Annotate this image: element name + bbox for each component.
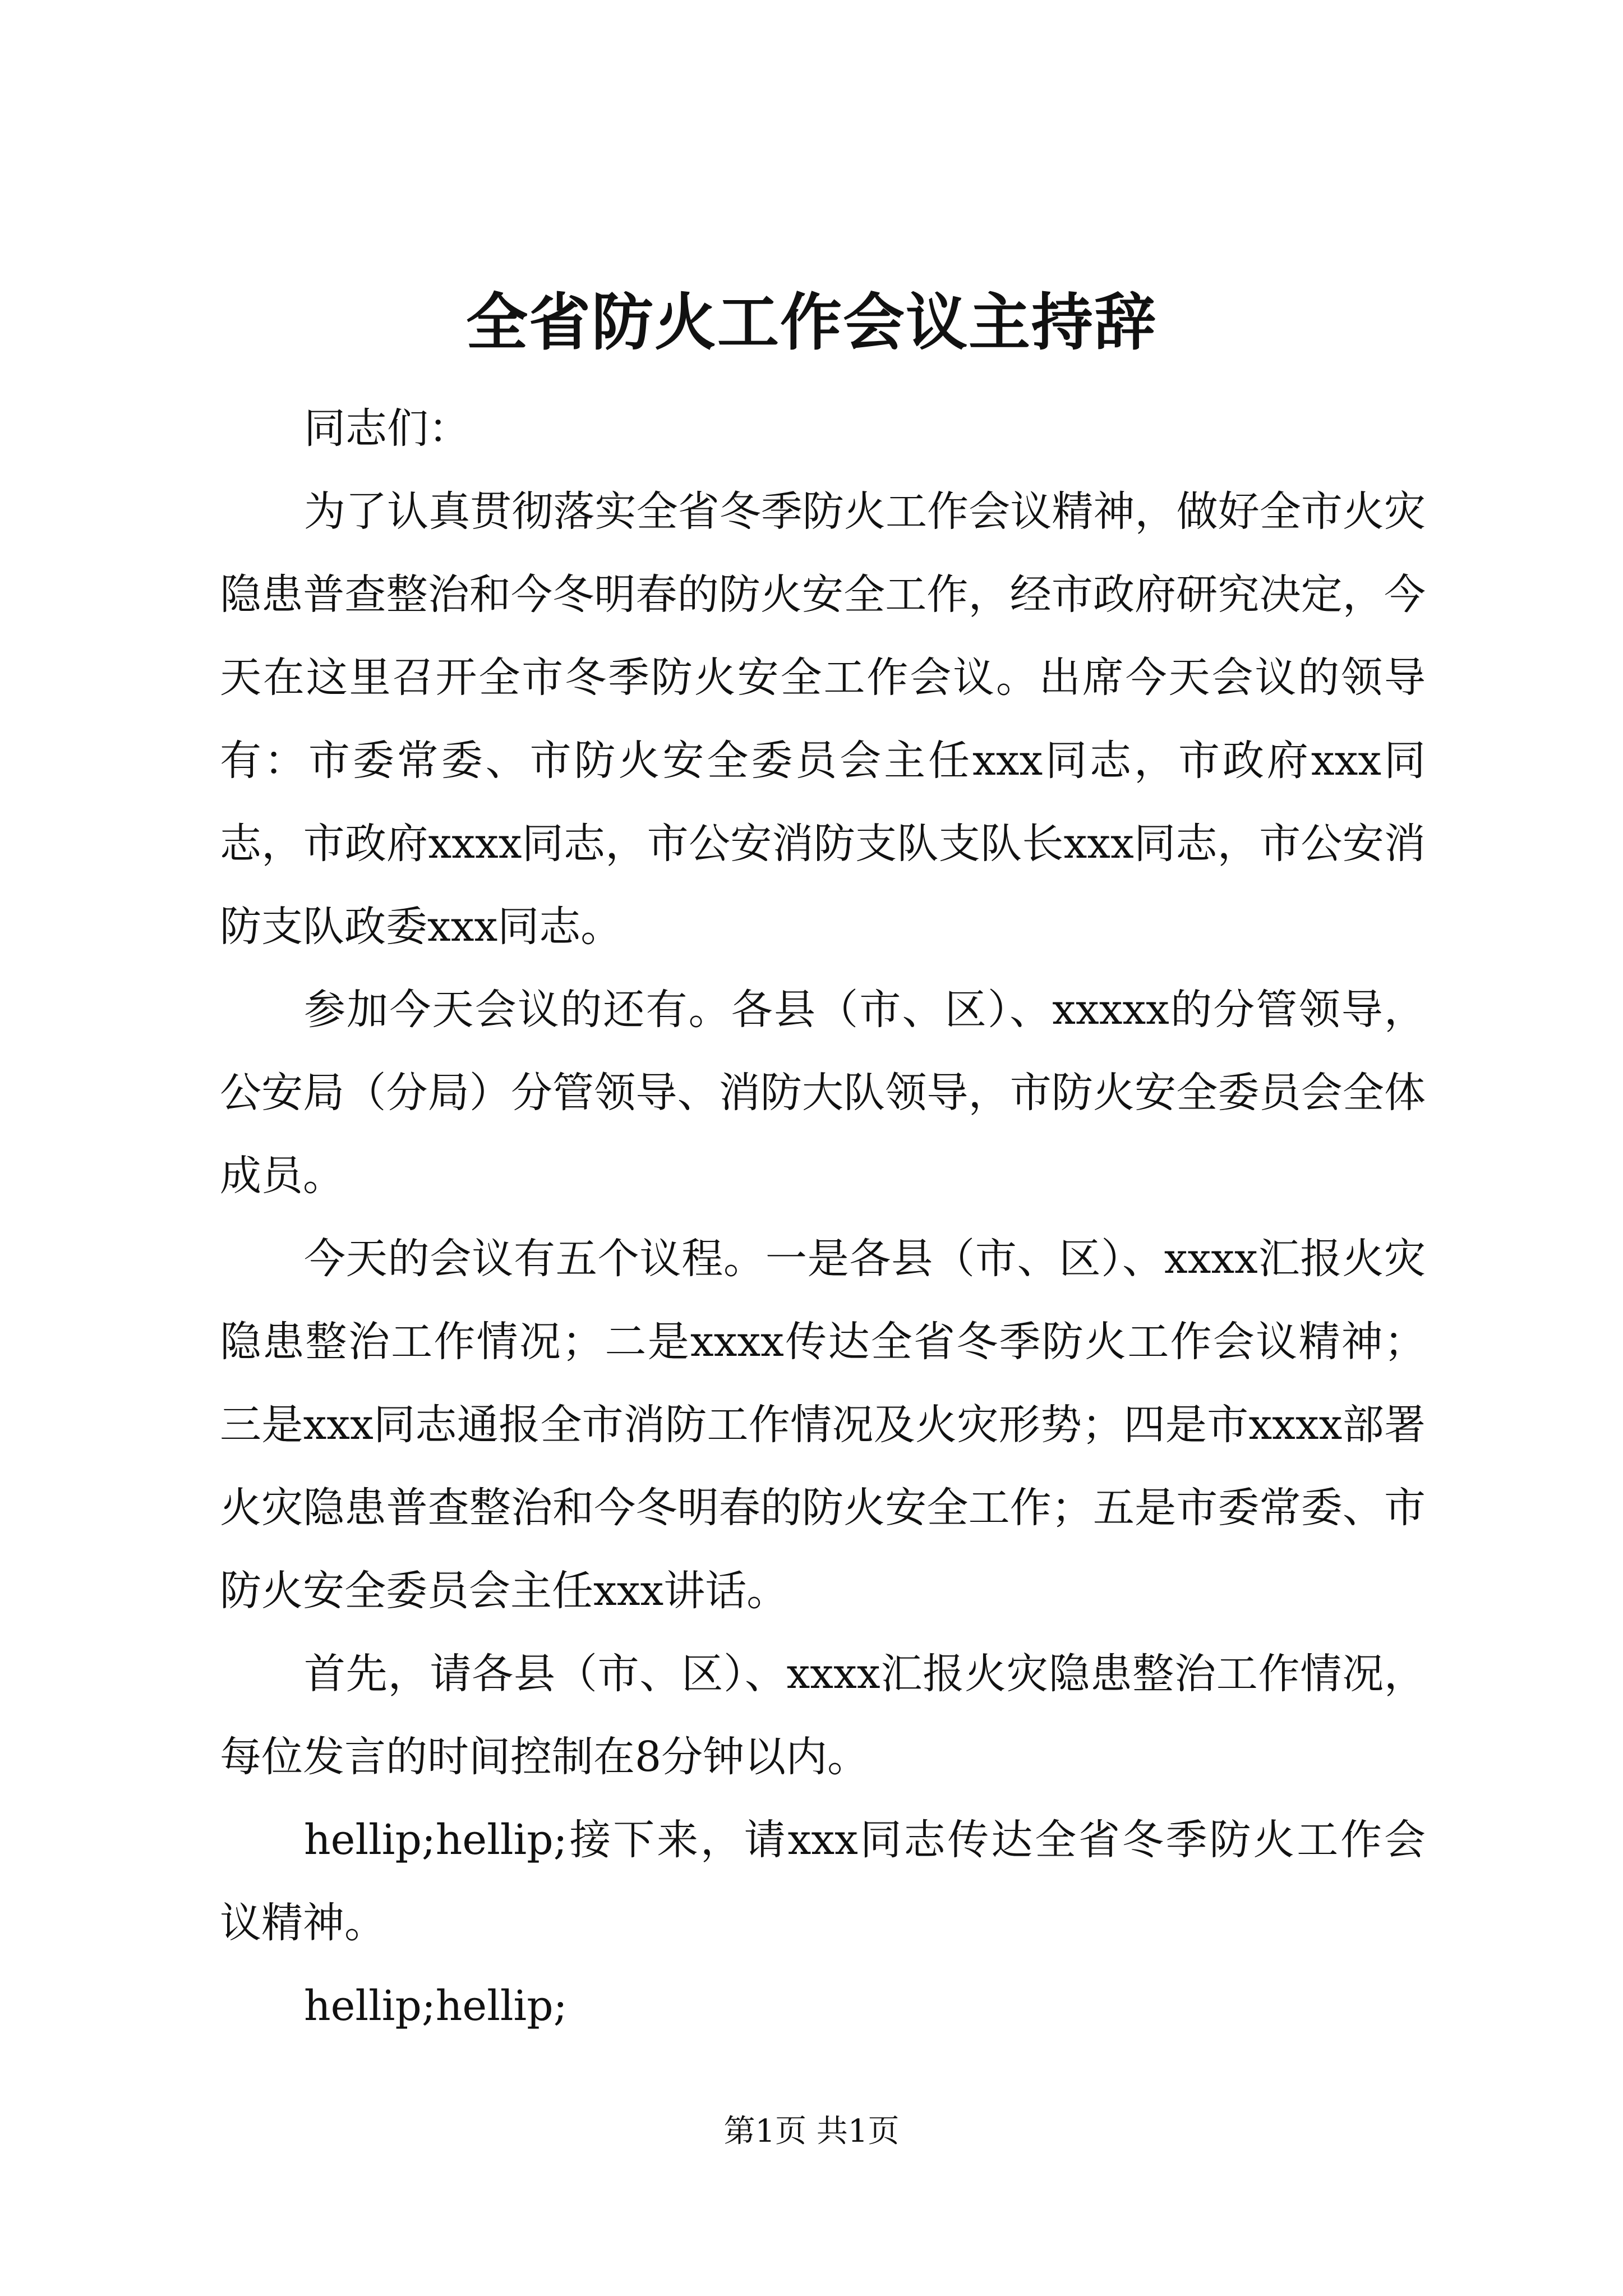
document-title: 全省防火工作会议主持辞 [466, 286, 1157, 358]
paragraph-next-item: hellip;hellip;接下来，请xxx同志传达全省冬季防火工作会议精神。 [220, 1816, 1426, 1947]
document-body [220, 387, 1426, 2047]
paragraph-greeting: 同志们： [304, 404, 470, 453]
paragraph-agenda: 今天的会议有五个议程。一是各县（市、区）、xxxx汇报火灾隐患整治工作情况；二是xxxx传达全省冬季防火工作会议精神；三是xxx同志通报全市消防工作情况及火灾形势；四是市xxxx部署火灾隐患普查整治和今冬明春的防火安全工作；五是市委常委、市防火安全委员会主任xxx讲话。 [220, 1235, 1426, 1615]
paragraph-opening: 为了认真贯彻落实全省冬季防火工作会议精神，做好全市火灾隐患普查整治和今冬明春的防火安全工作，经市政府研究决定，今天在这里召开全市冬季防火安全工作会议。出席今天会议的领导有：市委常委、市防火安全委员会主任xxx同志，市政府xxx同志，市政府xxxx同志，市公安消防支队支队长xxx同志，市公安消防支队政委xxx同志。 [220, 487, 1426, 951]
paragraph-first-item: 首先，请各县（市、区）、xxxx汇报火灾隐患整治工作情况，每位发言的时间控制在8分钟以内。 [220, 1650, 1426, 1781]
paragraph-ellipsis: hellip;hellip; [304, 1982, 568, 2030]
paragraph-attendees: 参加今天会议的还有。各县（市、区）、xxxxx的分管领导，公安局（分局）分管领导、消防大队领导，市防火安全委员会全体成员。 [220, 986, 1426, 1200]
page-footer: 第1页 共1页 [723, 2113, 900, 2150]
